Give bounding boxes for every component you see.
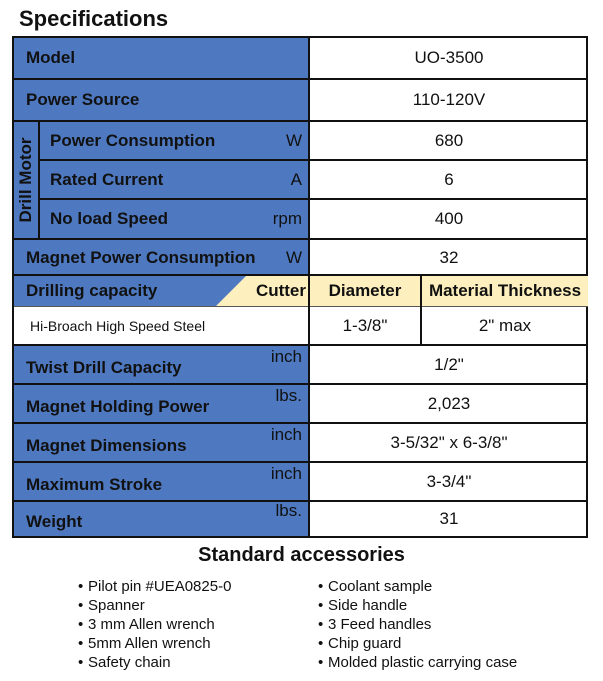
label-stroke: Maximum Stroke bbox=[26, 474, 163, 494]
accessory-item: • 5mm Allen wrench bbox=[78, 634, 231, 653]
value-stroke: 3-3/4" bbox=[426, 471, 472, 491]
label-power-source: Power Source bbox=[26, 90, 140, 109]
thickness-header: Material Thickness bbox=[428, 281, 582, 300]
label-cell-magnet-power bbox=[14, 240, 308, 276]
accessory-item: • Coolant sample bbox=[318, 577, 517, 596]
accessories-title: Standard accessories bbox=[198, 544, 405, 566]
unit-magnet-power: W bbox=[285, 248, 302, 267]
diameter-header: Diameter bbox=[328, 281, 402, 300]
value-rated-current: 6 bbox=[444, 169, 454, 189]
value-dimensions: 3-5/32" x 6-3/8" bbox=[390, 432, 508, 452]
value-magnet-power: 32 bbox=[439, 248, 459, 267]
unit-rated-current: A bbox=[290, 169, 302, 189]
thickness-value: 2" max bbox=[478, 315, 532, 335]
value-power-consumption: 680 bbox=[434, 130, 464, 150]
spec-table bbox=[12, 36, 588, 538]
unit-dimensions: inch bbox=[270, 424, 302, 444]
label-magnet-power: Magnet Power Consumption bbox=[26, 248, 256, 267]
value-weight: 31 bbox=[439, 509, 459, 528]
label-no-load-speed: No load Speed bbox=[50, 209, 169, 228]
accessory-item: • Chip guard bbox=[318, 634, 517, 653]
unit-twist-drill: inch bbox=[270, 346, 302, 366]
diameter-value: 1-3/8" bbox=[342, 315, 388, 335]
value-power-source: 110-120V bbox=[412, 90, 486, 109]
accessory-item: • Spanner bbox=[78, 596, 231, 615]
label-cell-holding-power bbox=[14, 385, 308, 422]
accessory-item: • 3 Feed handles bbox=[318, 615, 517, 634]
label-model: Model bbox=[26, 48, 76, 67]
label-cell-stroke bbox=[14, 463, 308, 500]
value-twist-drill: 1/2" bbox=[434, 354, 464, 374]
page-title: Specifications bbox=[19, 6, 169, 31]
unit-no-load-speed: rpm bbox=[272, 209, 302, 228]
drill-motor-text: Drill Motor bbox=[16, 137, 35, 223]
accessories-list-left bbox=[78, 577, 231, 672]
accessory-item: • Safety chain bbox=[78, 653, 231, 672]
label-cell-rated-current bbox=[40, 161, 308, 198]
value-no-load-speed: 400 bbox=[434, 209, 464, 228]
label-dimensions: Magnet Dimensions bbox=[26, 435, 187, 455]
label-holding-power: Magnet Holding Power bbox=[26, 396, 210, 416]
unit-stroke: inch bbox=[270, 463, 302, 483]
unit-holding-power: lbs. bbox=[275, 385, 302, 405]
accessories-list-right bbox=[318, 577, 517, 672]
unit-weight: lbs. bbox=[275, 501, 302, 520]
value-model: UO-3500 bbox=[414, 48, 484, 67]
drilling-capacity-label: Drilling capacity bbox=[26, 281, 158, 300]
label-twist-drill: Twist Drill Capacity bbox=[26, 357, 182, 377]
cutter-header: Cutter bbox=[255, 281, 306, 300]
value-holding-power: 2,023 bbox=[427, 393, 471, 413]
label-cell-model bbox=[14, 38, 308, 78]
drill-motor-group-label bbox=[14, 122, 38, 238]
cutter-value: Hi-Broach High Speed Steel bbox=[30, 317, 206, 334]
accessory-item: • Molded plastic carrying case bbox=[318, 653, 517, 672]
label-cell-twist-drill bbox=[14, 346, 308, 383]
accessory-item: • 3 mm Allen wrench bbox=[78, 615, 231, 634]
label-cell-power-consumption bbox=[40, 122, 308, 159]
label-cell-weight bbox=[14, 502, 308, 536]
label-cell-no-load-speed bbox=[40, 200, 308, 238]
label-rated-current: Rated Current bbox=[50, 169, 164, 189]
unit-power-consumption: W bbox=[285, 130, 302, 150]
label-weight: Weight bbox=[26, 512, 83, 531]
label-cell-dimensions bbox=[14, 424, 308, 461]
accessory-item: • Pilot pin #UEA0825-0 bbox=[78, 577, 231, 596]
accessory-item: • Side handle bbox=[318, 596, 517, 615]
label-cell-power-source bbox=[14, 80, 308, 120]
label-power-consumption: Power Consumption bbox=[50, 130, 216, 150]
